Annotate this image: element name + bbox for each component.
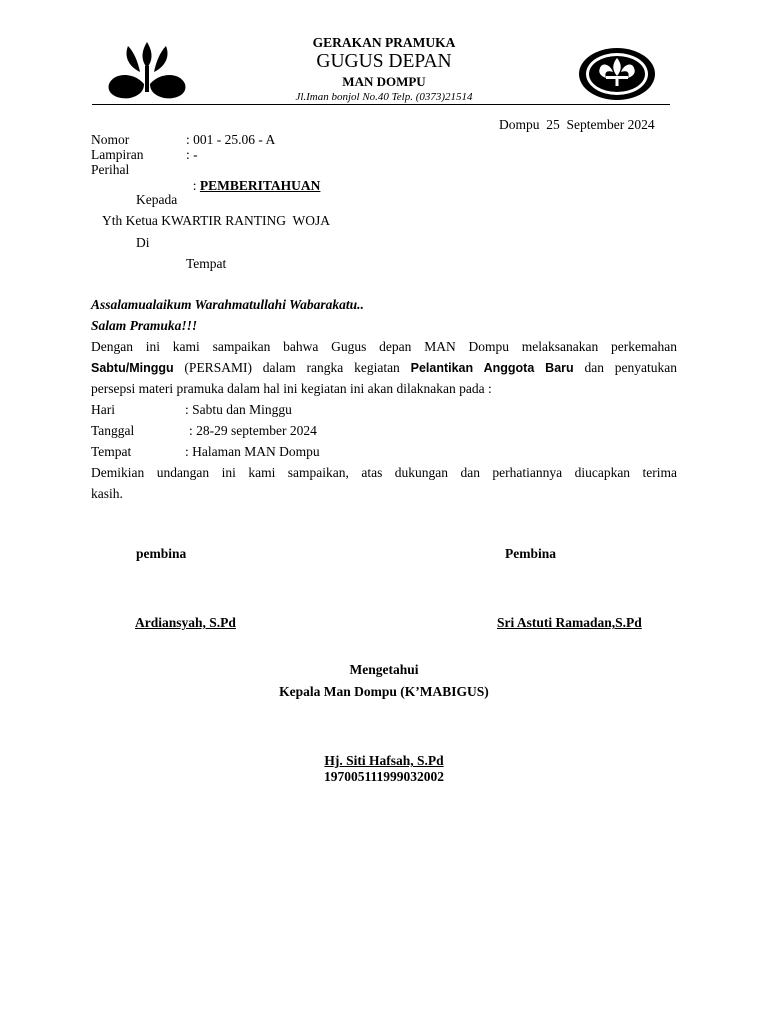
paragraph-line-2 bbox=[91, 360, 677, 376]
recipient-tempat: Tempat bbox=[186, 256, 227, 271]
letterhead-title: GUGUS DEPAN bbox=[316, 51, 452, 72]
pramuka-emblem-logo bbox=[576, 46, 658, 102]
mengetahui-label: Mengetahui bbox=[349, 662, 419, 677]
left-signer-title: pembina bbox=[136, 546, 187, 561]
nomor-value: : 001 - 25.06 - A bbox=[186, 132, 276, 147]
perihal-label: Perihal bbox=[91, 162, 130, 177]
tunas-kelapa-logo bbox=[104, 38, 190, 102]
nomor-label: Nomor bbox=[91, 132, 130, 147]
letter-date: Dompu 25 September 2024 bbox=[499, 117, 655, 132]
header-divider bbox=[92, 104, 670, 105]
paragraph-line-3: persepsi materi pramuka dalam hal ini kegiatan ini akan dilaknakan pada : bbox=[91, 381, 492, 396]
penyatukan-text: dan penyatukan bbox=[573, 360, 678, 375]
recipient-yth: Yth Ketua KWARTIR RANTING WOJA bbox=[102, 213, 331, 228]
perihal-value: PEMBERITAHUAN bbox=[199, 178, 321, 193]
greeting-salam: Assalamualaikum Warahmatullahi Wabarakatu.. bbox=[91, 297, 364, 312]
right-signer-name: Sri Astuti Ramadan,S.Pd bbox=[497, 615, 642, 630]
paragraph-line-1: Dengan ini kami sampaikan bahwa Gugus depan MAN Dompu melaksanakan perkemahan bbox=[91, 339, 677, 354]
recipient-kepada: Kepada bbox=[136, 192, 178, 207]
head-name: Hj. Siti Hafsah, S.Pd bbox=[324, 753, 444, 768]
left-signer-name: Ardiansyah, S.Pd bbox=[135, 615, 236, 630]
perihal-colon: : bbox=[192, 178, 200, 193]
perihal-row bbox=[186, 162, 320, 194]
hari-label: Hari bbox=[91, 402, 115, 417]
right-signer-title: Pembina bbox=[505, 546, 557, 561]
closing-line-2: kasih. bbox=[91, 486, 123, 501]
tempat-label: Tempat bbox=[91, 444, 132, 459]
letterhead-org: GERAKAN PRAMUKA bbox=[312, 35, 456, 50]
lampiran-label: Lampiran bbox=[91, 147, 144, 162]
pelantikan-bold: Pelantikan Anggota Baru bbox=[410, 361, 574, 375]
letterhead-address: Jl.Iman bonjol No.40 Telp. (0373)21514 bbox=[295, 91, 473, 103]
tanggal-value: : 28-29 september 2024 bbox=[189, 423, 317, 438]
tempat-value: : Halaman MAN Dompu bbox=[185, 444, 320, 459]
tanggal-label: Tanggal bbox=[91, 423, 135, 438]
head-nip: 197005111999032002 bbox=[323, 769, 444, 784]
hari-value: : Sabtu dan Minggu bbox=[185, 402, 292, 417]
greeting-pramuka: Salam Pramuka!!! bbox=[91, 318, 198, 333]
head-title: Kepala Man Dompu (K’MABIGUS) bbox=[279, 684, 489, 699]
closing-line-1: Demikian undangan ini kami sampaikan, atas dukungan dan perhatiannya diucapkan terima bbox=[91, 465, 677, 480]
letterhead-school: MAN DOMPU bbox=[342, 74, 426, 89]
sabtu-minggu-bold: Sabtu/Minggu bbox=[91, 361, 174, 375]
recipient-di: Di bbox=[136, 235, 150, 250]
persami-text: (PERSAMI) dalam rangka kegiatan bbox=[173, 360, 411, 375]
lampiran-value: : - bbox=[186, 147, 198, 162]
